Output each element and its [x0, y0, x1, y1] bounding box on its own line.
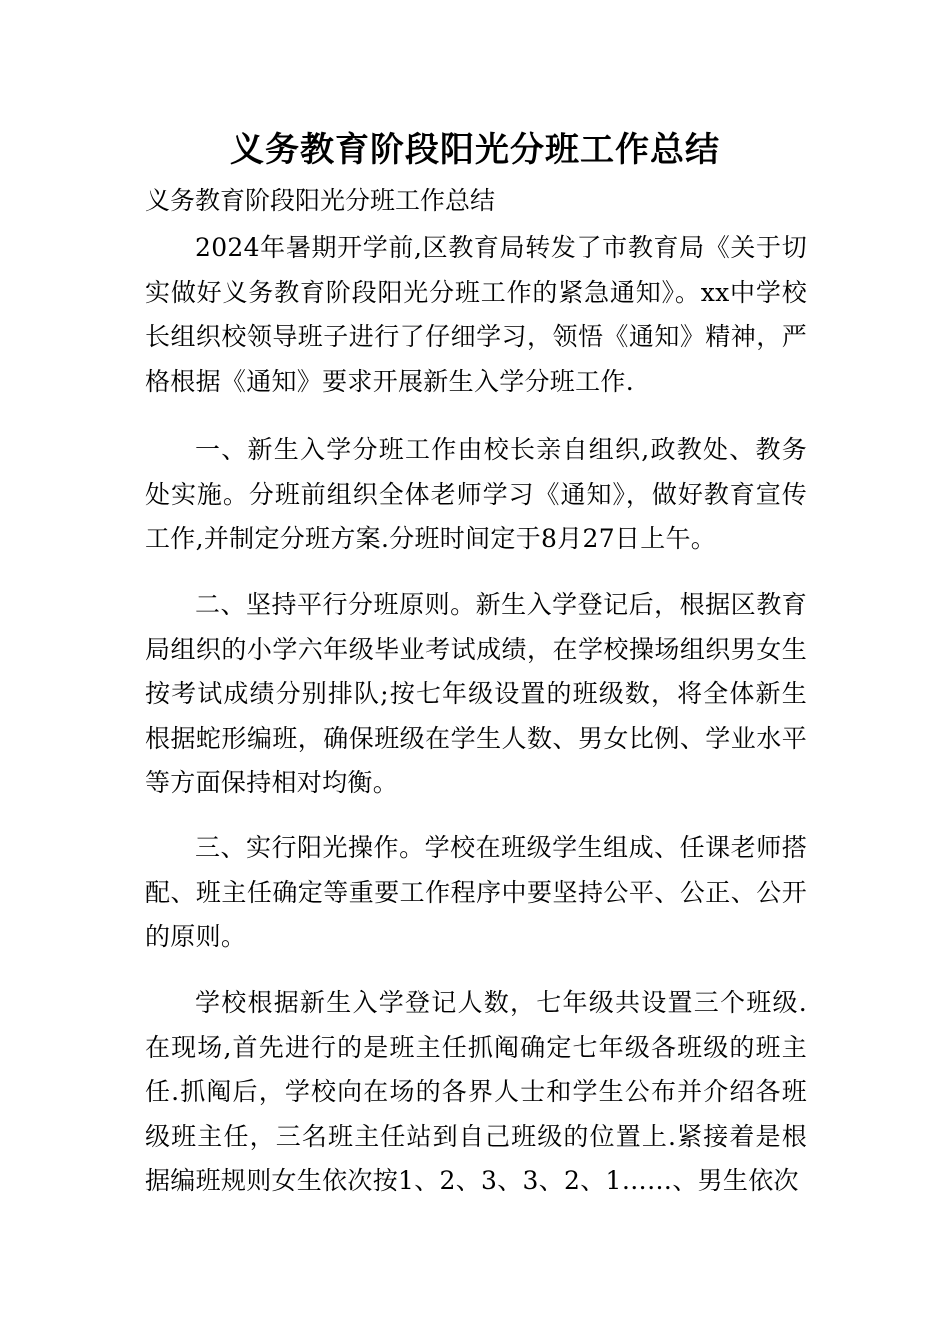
paragraph-section-three: 三、实行阳光操作。学校在班级学生组成、任课老师搭配、班主任确定等重要工作程序中要坚持公平、公正、公开的原则。 [145, 833, 807, 951]
document-subtitle: 义务教育阶段阳光分班工作总结 [145, 186, 496, 215]
paragraph-section-two: 二、坚持平行分班原则。新生入学登记后，根据区教育局组织的小学六年级毕业考试成绩，在学校操场组织男女生按考试成绩分别排队;按七年级设置的班级数，将全体新生根据蛇形编班，确保班级在学生人数、男女比例、学业水平等方面保持相对均衡。 [145, 590, 807, 797]
paragraph-section-one: 一、新生入学分班工作由校长亲自组织,政教处、教务处实施。分班前组织全体老师学习《通知》，做好教育宣传工作,并制定分班方案.分班时间定于8月27日上午。 [145, 435, 807, 553]
paragraph-class-assignment: 学校根据新生入学登记人数，七年级共设置三个班级.在现场,首先进行的是班主任抓阄确定七年级各班级的班主任.抓阄后，学校向在场的各界人士和学生公布并介绍各班级班主任，三名班主任站到自己班级的位置上.紧接着是根据编班规则女生依次按1、2、3、3、2、1……、男生依次 [145, 988, 807, 1195]
paragraph-intro: 2024年暑期开学前,区教育局转发了市教育局《关于切实做好义务教育阶段阳光分班工作的紧急通知》。xx中学校长组织校领导班子进行了仔细学习，领悟《通知》精神，严格根据《通知》要求开展新生入学分班工作. [145, 233, 807, 396]
document-title: 义务教育阶段阳光分班工作总结 [230, 130, 720, 170]
